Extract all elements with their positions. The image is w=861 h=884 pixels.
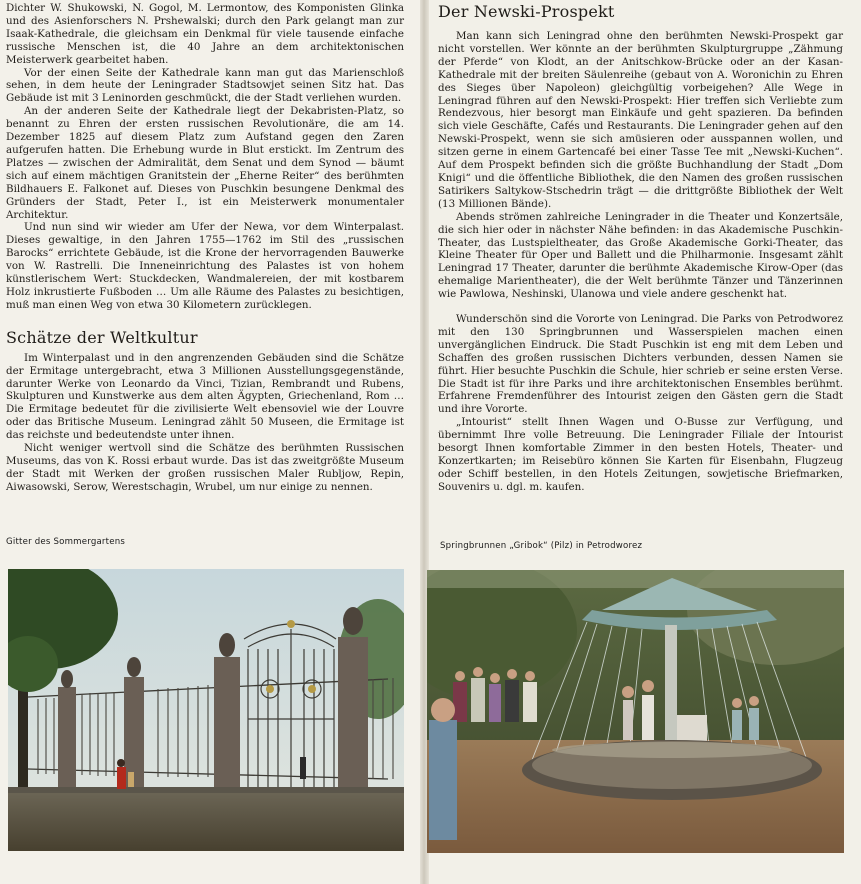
left-column [6, 2, 404, 494]
section-heading: Der Newski-Prospekt [438, 2, 615, 21]
photo-caption: Springbrunnen „Gribok“ (Pilz) in Petrodworez [440, 541, 643, 551]
paragraph: Wunderschön sind die Vororte von Leningrad. Die Parks von Petrodworez mit den 130 Springbrunnen und Wasserspielen machen einen unvergänglichen Eindruck. Die Stadt Puschkin ist eng mit dem Leben und Schaffen des großen russischen Dichters verbunden, dessen Namen sie führt. Hier besuchte Puschkin die Schule, hier schrieb er seine ersten Verse. Die Stadt ist für ihre Parks und ihre architektonischen Ensembles berühmt. Erfahrene Fremdenführer des Intourist zeigen den Gästen gern die Stadt und ihre Vororte. [438, 313, 843, 416]
photo-summer-garden-gate [8, 569, 404, 851]
paragraph: Dichter W. Shukowski, N. Gogol, M. Lermontow, des Komponisten Glinka und des Asienforschers N. Prshewalski; durch den Park gelangt man zur Isaak-Kathedrale, die gleichsam ein Denkmal für viele tausende einfache russische Menschen ist, die 40 Jahre an dem architektonischen Meisterwerk gearbeitet haben. [6, 2, 404, 66]
photo-gribok-fountain [427, 570, 844, 853]
photo-caption: Gitter des Sommergartens [6, 537, 126, 547]
paragraph: Abends strömen zahlreiche Leningrader in die Theater und Konzertsäle, die sich hier oder in nächster Nähe befinden: in das Akademische Puschkin-Theater, das Lustspieltheater, das Große Akademische Gorki-Theater, das Kleine Theater für Oper und Ballett und die Philharmonie. Insgesamt zählt Leningrad 17 Theater, darunter die berühmte Akademische Kirow-Oper (das ehemalige Marientheater), die der Welt berühmte Tänzer und Tänzerinnen wie Pawlowa, Neshinski, Ulanowa und viele andere geschenkt hat. [438, 210, 843, 301]
paragraph: Nicht weniger wertvoll sind die Schätze des berühmten Russischen Museums, das von K. Rossi erbaut wurde. Das ist das zweitgrößte Museum der Stadt mit Werken der großen russischen Maler Rubljow, Repin, Aiwasowski, Serow, Werestschagin, Wrubel, um nur einige zu nennen. [6, 442, 404, 493]
paragraph: Vor der einen Seite der Kathedrale kann man gut das Marienschloß sehen, in dem heute der Leningrader Stadtsowjet seinen Sitz hat. Das Gebäude ist mit 3 Leninorden geschmückt, die der Stadt verliehen wurden. [6, 66, 404, 105]
paragraph-gap [438, 301, 843, 313]
paragraph: Man kann sich Leningrad ohne den berühmten Newski-Prospekt gar nicht vorstellen. Wer könnte an der berühmten Skulpturgruppe „Zähmung der Pferde“ von Klodt, an der Anitschkow-Brücke oder an der Kasan-Kathedrale mit der breiten Säulenreihe (gebaut von A. Woronichin zu Ehren des Sieges über Napoleon) gleichgültig vorbeigehen? Alle Wege in Leningrad führen auf den Newski-Prospekt: Hier treffen sich Verliebte zum Rendezvous, hier besorgt man Einkäufe und geht spazieren. Da befinden sich viele Geschäfte, Cafés und Restaurants. Die Leningrader gehen auf den Newski-Prospekt, wenn sie sich amüsieren oder ausspannen wollen, und sitzen gerne in einem Gartencafé bei einer Tasse Tee mit „Newski-Kuchen“. Auf dem Prospekt befinden sich die größte Buchhandlung der Stadt „Dom Knigi“ und die öffentliche Bibliothek, die den Namen des großen russischen Satirikers Saltykow-Stschedrin trägt — die drittgrößte Bibliothek der Welt (13 Millionen Bände). [438, 30, 843, 210]
paragraph: „Intourist“ stellt Ihnen Wagen und O-Busse zur Verfügung, und übernimmt Ihre volle Betreuung. Die Leningrader Filiale der Intourist besorgt Ihnen komfortable Zimmer in den besten Hotels, Theater- und Konzertkarten; im Reisebüro können Sie Karten für Eisenbahn, Flugzeug oder Schiff bestellen, in den Hotels Zeitungen, sowjetische Briefmarken, Souvenirs u. dgl. m. kaufen. [438, 416, 843, 493]
paragraph: Im Winterpalast und in den angrenzenden Gebäuden sind die Schätze der Ermitage untergebracht, etwa 3 Millionen Ausstellungsgegenstände, darunter Werke von Leonardo da Vinci, Tizian, Rembrandt und Rubens, Skulpturen und Kunstwerke aus dem alten Ägypten, Griechenland, Rom … Die Ermitage bedeutet für die zivilisierte Welt ebensoviel wie der Louvre oder das Britische Museum. Leningrad zählt 50 Museen, die Ermitage ist das reichste und bedeutendste unter ihnen. [6, 351, 404, 442]
paragraph: Und nun sind wir wieder am Ufer der Newa, vor dem Winterpalast. Dieses gewaltige, in den Jahren 1755—1762 im Stil des „russischen Barocks“ errichtete Gebäude, ist die Krone der hervorragenden Bauwerke von W. Rastrelli. Die Inneneinrichtung des Palastes ist von hohem künstlerischem Wert: Stuckdecken, Wandmalereien, der mit kostbarem Holz inkrustierte Fußboden … Um alle Räume des Palastes zu besichtigen, muß man einen Weg von etwa 30 Kilometern zurücklegen. [6, 221, 404, 311]
paragraph: An der anderen Seite der Kathedrale liegt der Dekabristen-Platz, so benannt zu Ehren der ersten russischen Revolutionäre, die am 14. Dezember 1825 auf diesem Platz zum Aufstand gegen den Zaren aufgerufen hatten. Die Erhebung wurde in Blut erstickt. Im Zentrum des Platzes — zwischen der Admiralität, dem Senat und dem Synod — bäumt sich auf einem mächtigen Granitstein der „Eherne Reiter“ des berühmten Bildhauers E. Falkonet auf. Dieses von Puschkin besungene Denkmal des Gründers der Stadt, Peter I., ist ein Meisterwerk monumentaler Architektur. [6, 105, 404, 221]
section-heading: Schätze der Weltkultur [6, 327, 198, 347]
right-column [438, 2, 843, 494]
